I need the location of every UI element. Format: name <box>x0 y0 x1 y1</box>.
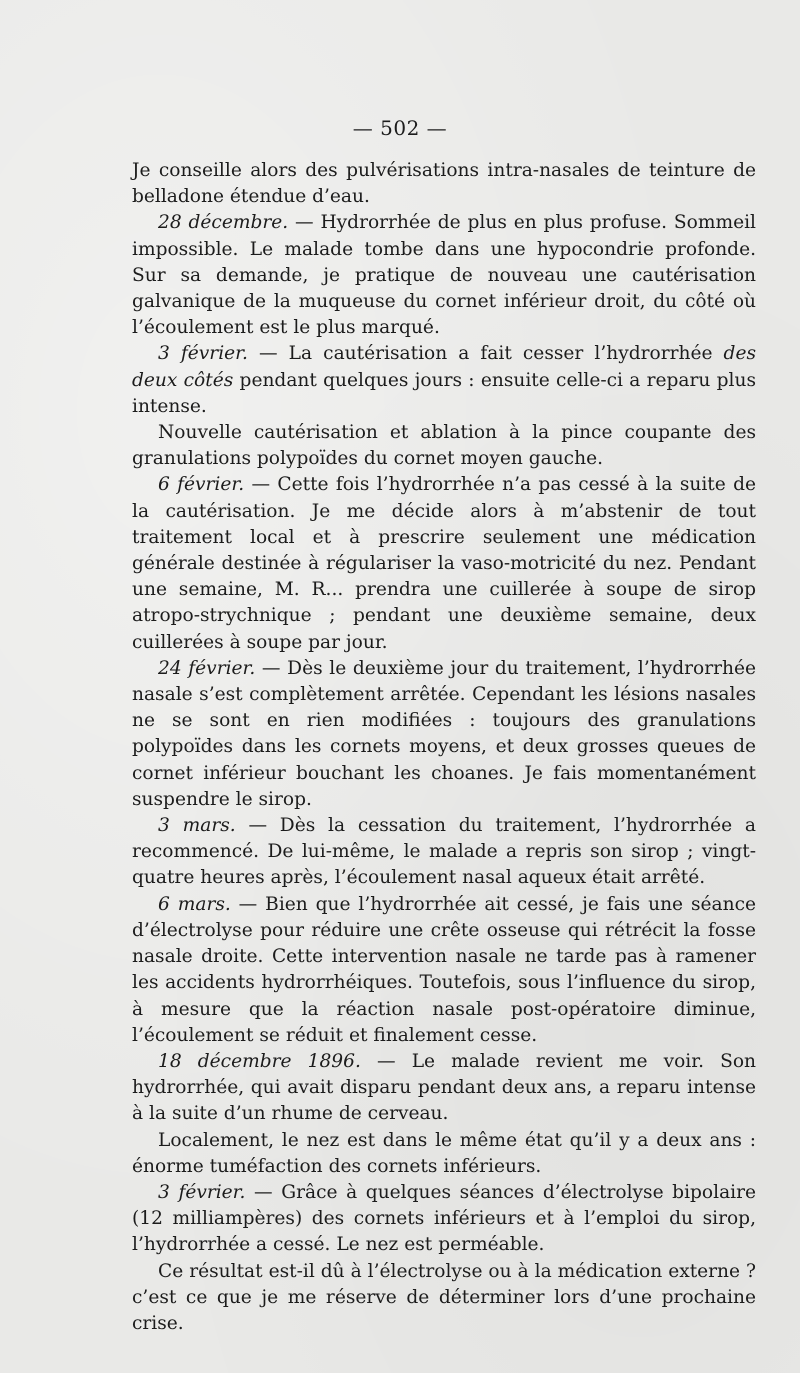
paragraph <box>132 813 756 892</box>
entry-date: 6 février. <box>158 474 245 496</box>
entry-date: 6 mars. <box>158 893 231 915</box>
paragraph-text: Ce résultat est-il dû à l’électrolyse ou à la médication externe ? c’est ce que je me réserve de déterminer lors d’une prochaine crise. <box>132 1260 756 1334</box>
paragraph <box>132 420 756 472</box>
paragraph <box>132 1259 756 1338</box>
paragraph <box>132 1128 756 1180</box>
paragraph <box>132 1049 756 1128</box>
body-text <box>132 158 756 1337</box>
entry-date: 3 mars. <box>158 815 236 837</box>
paragraph <box>132 656 756 813</box>
paragraph-text: — Hydrorrhée de plus en plus profuse. Sommeil impossible. Le malade tombe dans une hypocondrie profonde. Sur sa demande, je pratique de nouveau une cautérisation galvanique de la muqueuse du cornet inférieur droit, du côté où l’écoulement est le plus marqué. <box>132 212 756 339</box>
paragraph-text: Nouvelle cautérisation et ablation à la pince coupante des granulations polypoïdes du cornet moyen gauche. <box>132 422 756 470</box>
paragraph-text: Je conseille alors des pulvérisations intra-nasales de teinture de belladone étendue d’eau. <box>132 160 756 208</box>
paragraph-text: — Bien que l’hydrorrhée ait cessé, je fais une séance d’électrolyse pour réduire une crête osseuse qui rétrécit la fosse nasale droite. Cette intervention nasale ne tarde pas à ramener les accidents hydrorrhéiques. Toutefois, sous l’influence du sirop, à mesure que la réaction nasale post-opératoire diminue, l’écoulement se réduit et finalement cesse. <box>132 893 756 1046</box>
entry-date: 28 décembre. <box>158 212 289 234</box>
paragraph-text: — Grâce à quelques séances d’électrolyse bipolaire (12 milliampères) des cornets inférieurs et à l’emploi du sirop, l’hydrorrhée a cessé. Le nez est perméable. <box>132 1181 756 1256</box>
paragraph-text: — Le malade revient me voir. Son hydrorrhée, qui avait disparu pendant deux ans, a reparu intense à la suite d’un rhume de cerveau. <box>132 1050 756 1125</box>
paragraph <box>132 1180 756 1259</box>
italic-phrase: des deux côtés <box>132 343 756 391</box>
paragraph <box>132 472 756 655</box>
paragraph <box>132 892 756 1049</box>
paragraph <box>132 341 756 420</box>
page-number: — 502 — <box>352 116 448 140</box>
paragraph-text: pendant quelques jours : ensuite celle-ci a reparu plus intense. <box>132 369 757 417</box>
entry-date: 18 décembre 1896. <box>158 1050 361 1072</box>
entry-date: 3 février. <box>158 343 248 365</box>
paragraph-text: — Dès la cessation du traitement, l’hydrorrhée a recommencé. De lui-même, le malade a repris son sirop ; vingt-quatre heures après, l’écoulement nasal aqueux était arrêté. <box>132 815 756 889</box>
entry-date: 3 février. <box>158 1181 246 1203</box>
entry-date: 24 février. <box>158 657 256 679</box>
paragraph-text: Localement, le nez est dans le même état qu’il y a deux ans : énorme tuméfaction des cornets inférieurs. <box>132 1129 756 1177</box>
paragraph-text: — La cautérisation a fait cesser l’hydrorrhée <box>247 343 724 365</box>
paragraph-text: — Dès le deuxième jour du traitement, l’hydrorrhée nasale s’est complètement arrêtée. Cependant les lésions nasales ne se sont en rien modifiées : toujours des granulations polypoïdes dans les cornets moyens, et deux grosses queues de cornet inférieur bouchant les choanes. Je fais momentanément suspendre le sirop. <box>132 657 756 810</box>
paragraph <box>132 210 756 341</box>
paragraph <box>132 158 756 210</box>
paragraph-text: — Cette fois l’hydrorrhée n’a pas cessé à la suite de la cautérisation. Je me décide alors à m’abstenir de tout traitement local et à prescrire seulement une médication générale destinée à régulariser la vaso-motricité du nez. Pendant une semaine, M. R... prendra une cuillerée à soupe de sirop atropo-strychnique ; pendant une deuxième semaine, deux cuillerées à soupe par jour. <box>132 474 756 653</box>
